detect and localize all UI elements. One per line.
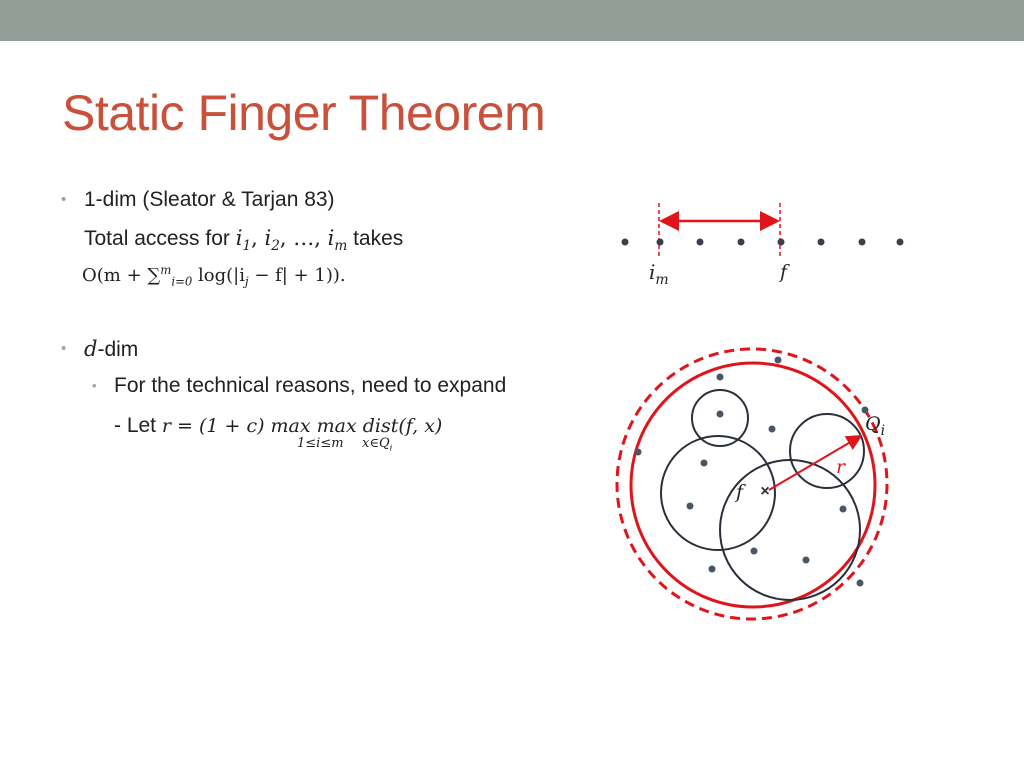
var-im: $i_m$	[327, 226, 348, 255]
sub-bullet-marker: •	[92, 378, 97, 393]
label-im: $i_m$	[649, 260, 669, 288]
expanded-boundary-circle	[617, 349, 887, 619]
point-dot	[769, 426, 776, 433]
point-dot	[635, 449, 642, 456]
radius-r-circle	[631, 363, 875, 607]
continuation-prefix: Total access for	[84, 227, 236, 250]
slide-title: Static Finger Theorem	[62, 85, 546, 141]
dot-row	[622, 239, 904, 246]
range-circle	[692, 390, 748, 446]
point-dot	[859, 239, 866, 246]
formula-r-underscript-2: $x\in Q_i$	[362, 436, 393, 453]
sub-bullet-continuation: - Let r = (1 + c) max max dist(f, x)	[114, 414, 443, 437]
range-circle-Qi	[790, 414, 864, 488]
point-dot	[840, 506, 847, 513]
point-dot	[751, 548, 758, 555]
label-f-2d: f	[736, 481, 744, 503]
point-dot	[709, 566, 716, 573]
point-dot	[738, 239, 745, 246]
continuation-suffix: takes	[347, 227, 404, 250]
formula-r-underscript-1: 1≤i≤m	[297, 436, 344, 451]
var-i2: $i_2$	[264, 226, 280, 255]
bullet-marker: •	[61, 340, 67, 357]
point-dot	[622, 239, 629, 246]
formula-1d: O(m + ∑$^m_{i=0}$ $\log(|i_j - f| + 1)$).	[82, 263, 346, 289]
var-i1: $i_1$	[235, 226, 252, 255]
range-circle	[661, 436, 775, 550]
bullet-1d-text: 1-dim (Sleator & Tarjan 83)	[84, 188, 335, 211]
point-dot	[818, 239, 825, 246]
figure-2d	[617, 349, 887, 619]
point-dot	[897, 239, 904, 246]
label-r: r	[836, 456, 846, 478]
label-Qi: $Q_i$	[865, 413, 886, 439]
point-dot	[697, 239, 704, 246]
figure-1d	[622, 203, 904, 288]
point-dot	[717, 374, 724, 381]
var-d: d	[84, 337, 98, 361]
formula-r: r = (1 + c) max max dist(f, x)	[161, 415, 443, 437]
point-dot	[657, 239, 664, 246]
label-f: f	[780, 261, 788, 283]
finger-marker: ×	[760, 483, 770, 500]
ellipsis: , …,	[279, 226, 328, 250]
point-dot	[803, 557, 810, 564]
sub-bullet-text: For the technical reasons, need to expand	[114, 374, 507, 397]
bullet-ddim-text: d-dim	[84, 337, 139, 361]
point-dot	[778, 239, 785, 246]
point-dot	[857, 580, 864, 587]
point-dot	[701, 460, 708, 467]
point-dot	[687, 503, 694, 510]
point-dot	[717, 411, 724, 418]
bullet-marker: •	[61, 191, 67, 208]
separator: ,	[251, 226, 265, 250]
point-dot	[775, 357, 782, 364]
